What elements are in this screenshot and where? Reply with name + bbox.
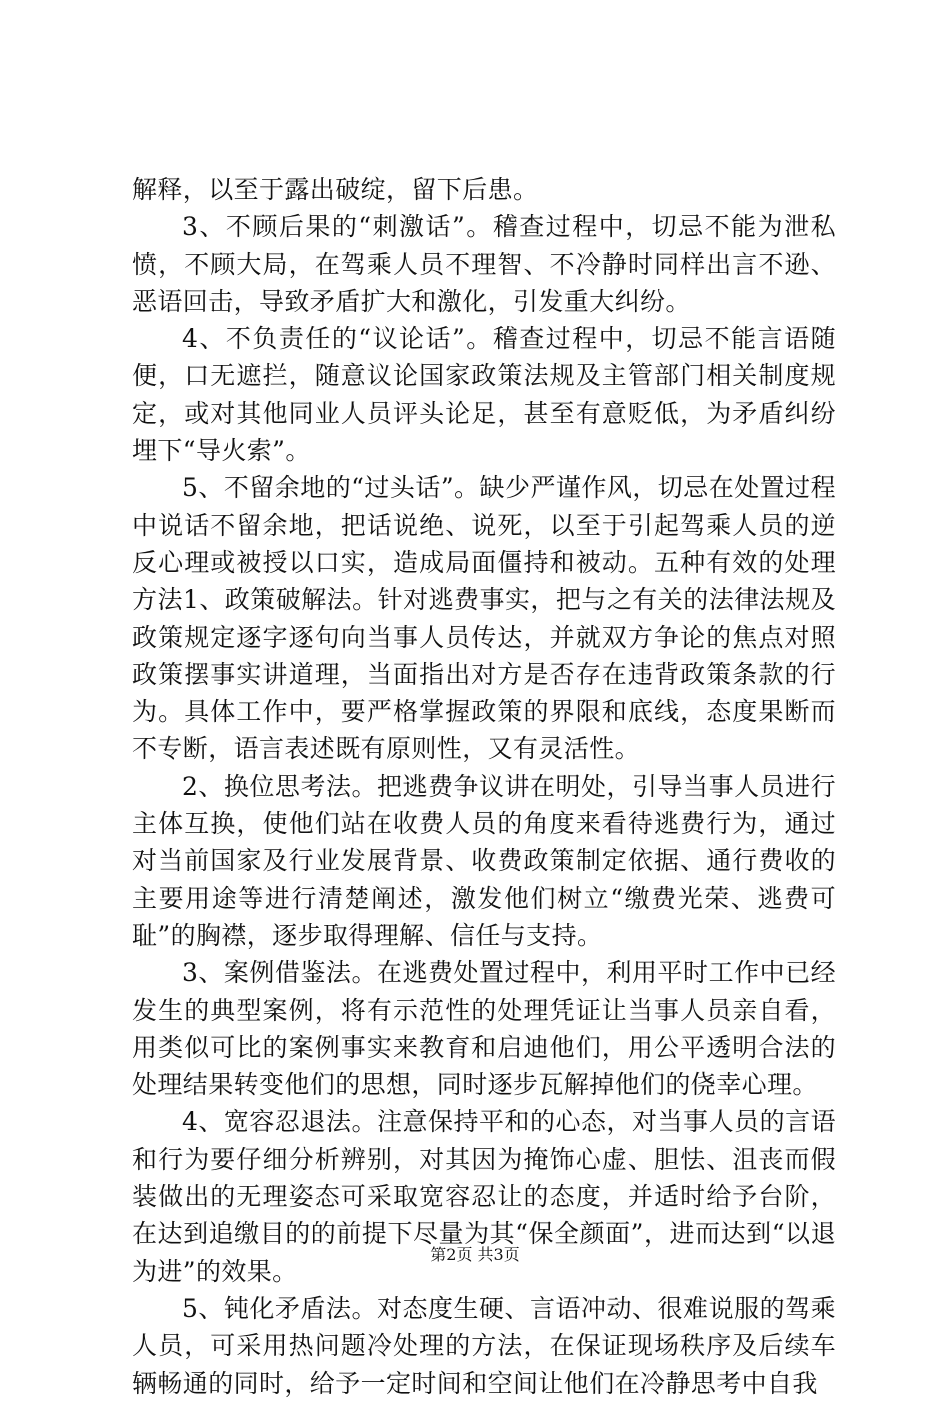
paragraph-item-4-irresponsible-remarks: 4、不负责任的“议论话”。稽查过程中，切忌不能言语随便，口无遮拦，随意议论国家政策法规及主管部门相关制度规定，或对其他同业人员评头论足，甚至有意贬低，为矛盾纠纷埋下“导火索”。 bbox=[132, 324, 836, 466]
document-body bbox=[132, 171, 836, 1402]
paragraph-method-4-tolerance: 4、宽容忍退法。注意保持平和的心态，对当事人员的言语和行为要仔细分析辨别，对其因为掩饰心虚、胆怯、沮丧而假装做出的无理姿态可采取宽容忍让的态度，并适时给予台阶，在达到追缴目的的前提下尽量为其“保全颜面”，进而达到“以退为进”的效果。 bbox=[132, 1107, 836, 1286]
paragraph-method-5-defusing: 5、钝化矛盾法。对态度生硬、言语冲动、很难说服的驾乘人员，可采用热问题冷处理的方法，在保证现场秩序及后续车辆畅通的同时，给予一定时间和空间让他们在冷静思考中自我 bbox=[132, 1293, 836, 1398]
paragraph-item-3-provocative-words: 3、不顾后果的“刺激话”。稽查过程中，切忌不能为泄私愤，不顾大局，在驾乘人员不理智、不冷静时同样出言不逊、恶语回击，导致矛盾扩大和激化，引发重大纠纷。 bbox=[132, 212, 836, 316]
paragraph-continuation: 解释，以至于露出破绽，留下后患。 bbox=[132, 175, 539, 204]
paragraph-method-3-case-reference: 3、案例借鉴法。在逃费处置过程中，利用平时工作中已经发生的典型案例，将有示范性的处理凭证让当事人员亲自看，用类似可比的案例事实来教育和启迪他们，用公平透明合法的处理结果转变他们的思想，同时逐步瓦解掉他们的侥幸心理。 bbox=[132, 958, 836, 1100]
page-number-label: 第2页 共3页 bbox=[430, 1245, 520, 1264]
page-footer bbox=[0, 1244, 950, 1266]
paragraph-method-2-perspective-taking: 2、换位思考法。把逃费争议讲在明处，引导当事人员进行主体互换，使他们站在收费人员的角度来看待逃费行为，通过对当前国家及行业发展背景、收费政策制定依据、通行费收的主要用途等进行清楚阐述，激发他们树立“缴费光荣、逃费可耻”的胸襟，逐步取得理解、信任与支持。 bbox=[132, 771, 836, 950]
paragraph-item-5-excessive-words: 5、不留余地的“过头话”。缺少严谨作风，切忌在处置过程中说话不留余地，把话说绝、说死，以至于引起驾乘人员的逆反心理或被授以口实，造成局面僵持和被动。五种有效的处理方法1、政策破解法。针对逃费事实，把与之有关的法律法规及政策规定逐字逐句向当事人员传达，并就双方争论的焦点对照政策摆事实讲道理，当面指出对方是否存在违背政策条款的行为。具体工作中，要严格掌握政策的界限和底线，态度果断而不专断，语言表述既有原则性，又有灵活性。 bbox=[132, 473, 836, 764]
